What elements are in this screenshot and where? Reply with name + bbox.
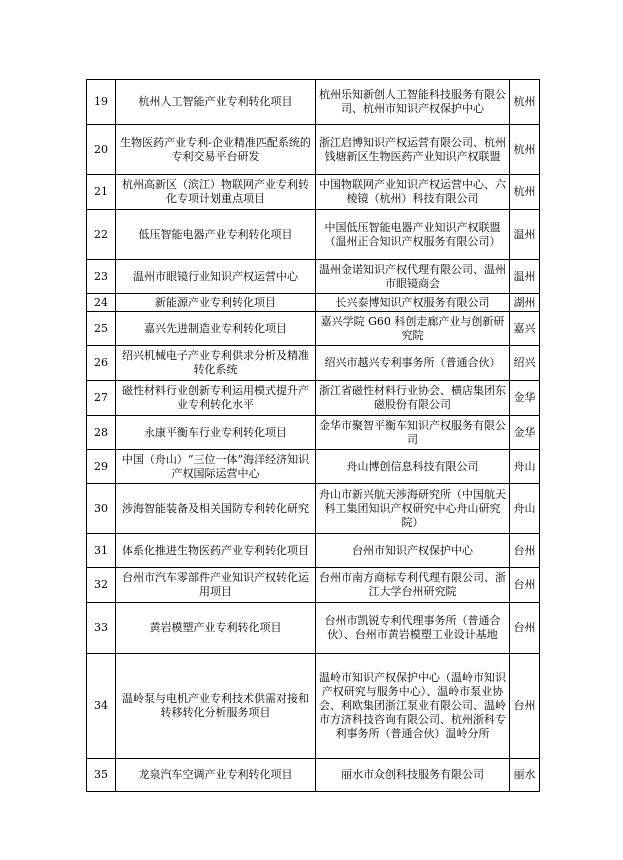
- row-number: 19: [87, 80, 116, 125]
- undertaking-unit: 中国物联网产业知识产权运营中心、六棱镜（杭州）科技有限公司: [316, 175, 510, 210]
- city: 台州: [510, 568, 540, 603]
- project-name: 台州市汽车零部件产业知识产权转化运用项目: [116, 568, 316, 603]
- undertaking-unit: 丽水市众创科技服务有限公司: [316, 759, 510, 792]
- project-name: 涉海智能装备及相关国防专利转化研究: [116, 484, 316, 534]
- city: 金华: [510, 416, 540, 450]
- undertaking-unit: 温州金诺知识产权代理有限公司、温州市眼镜商会: [316, 260, 510, 294]
- city: 杭州: [510, 175, 540, 210]
- project-name: 绍兴机械电子产业专利供求分析及精准转化系统: [116, 346, 316, 381]
- city: 绍兴: [510, 346, 540, 381]
- row-number: 26: [87, 346, 116, 381]
- row-number: 33: [87, 603, 116, 654]
- project-name: 温岭泵与电机产业专利技术供需对接和转移转化分析服务项目: [116, 654, 316, 759]
- table-row: [87, 416, 540, 450]
- row-number: 24: [87, 294, 116, 312]
- table-row: [87, 759, 540, 792]
- undertaking-unit: 中国低压智能电器产业知识产权联盟（温州正合知识产权服务有限公司）: [316, 210, 510, 260]
- table-row: [87, 125, 540, 175]
- project-name: 永康平衡车行业专利转化项目: [116, 416, 316, 450]
- table-row: [87, 210, 540, 260]
- undertaking-unit: 舟山市新兴航天涉海研究所（中国航天科工集团知识产权研究中心舟山研究院）: [316, 484, 510, 534]
- table-row: [87, 654, 540, 759]
- project-name: 生物医药产业专利-企业精准匹配系统的专利交易平台研发: [116, 125, 316, 175]
- city: 舟山: [510, 450, 540, 484]
- table-row: [87, 484, 540, 534]
- undertaking-unit: 台州市知识产权保护中心: [316, 534, 510, 568]
- table-row: [87, 312, 540, 346]
- city: 金华: [510, 381, 540, 416]
- project-table: [86, 79, 540, 792]
- row-number: 20: [87, 125, 116, 175]
- row-number: 32: [87, 568, 116, 603]
- table-row: [87, 534, 540, 568]
- row-number: 25: [87, 312, 116, 346]
- city: 嘉兴: [510, 312, 540, 346]
- table-row: [87, 175, 540, 210]
- table-row: [87, 80, 540, 125]
- row-number: 21: [87, 175, 116, 210]
- row-number: 23: [87, 260, 116, 294]
- city: 湖州: [510, 294, 540, 312]
- row-number: 34: [87, 654, 116, 759]
- table-row: [87, 260, 540, 294]
- city: 台州: [510, 603, 540, 654]
- project-name: 磁性材料行业创新专利运用模式提升产业专利转化水平: [116, 381, 316, 416]
- city: 温州: [510, 260, 540, 294]
- undertaking-unit: 嘉兴学院 G60 科创走廊产业与创新研究院: [316, 312, 510, 346]
- city: 温州: [510, 210, 540, 260]
- undertaking-unit: 绍兴市越兴专利事务所（普通合伙）: [316, 346, 510, 381]
- undertaking-unit: 舟山博创信息科技有限公司: [316, 450, 510, 484]
- table-row: [87, 294, 540, 312]
- city: 台州: [510, 534, 540, 568]
- project-name: 中国（舟山）“三位一体”海洋经济知识产权国际运营中心: [116, 450, 316, 484]
- table-row: [87, 381, 540, 416]
- table-row: [87, 346, 540, 381]
- undertaking-unit: 温岭市知识产权保护中心（温岭市知识产权研究与服务中心）、温岭市泵业协会、利欧集团浙江泵业有限公司、温岭市方济科技咨询有限公司、杭州浙科专利事务所（普通合伙）温岭分所: [316, 654, 510, 759]
- row-number: 22: [87, 210, 116, 260]
- row-number: 30: [87, 484, 116, 534]
- undertaking-unit: 浙江启博知识产权运营有限公司、杭州钱塘新区生物医药产业知识产权联盟: [316, 125, 510, 175]
- table-row: [87, 568, 540, 603]
- row-number: 35: [87, 759, 116, 792]
- row-number: 31: [87, 534, 116, 568]
- row-number: 27: [87, 381, 116, 416]
- project-name: 黄岩模塑产业专利转化项目: [116, 603, 316, 654]
- undertaking-unit: 长兴泰博知识产权服务有限公司: [316, 294, 510, 312]
- city: 杭州: [510, 80, 540, 125]
- table-row: [87, 450, 540, 484]
- city: 丽水: [510, 759, 540, 792]
- undertaking-unit: 浙江省磁性材料行业协会、横店集团东磁股份有限公司: [316, 381, 510, 416]
- project-name: 杭州高新区（滨江）物联网产业专利转化专项计划重点项目: [116, 175, 316, 210]
- project-name: 杭州人工智能产业专利转化项目: [116, 80, 316, 125]
- row-number: 28: [87, 416, 116, 450]
- city: 杭州: [510, 125, 540, 175]
- project-name: 龙泉汽车空调产业专利转化项目: [116, 759, 316, 792]
- city: 台州: [510, 654, 540, 759]
- project-name: 嘉兴先进制造业专利转化项目: [116, 312, 316, 346]
- undertaking-unit: 台州市凯锐专利代理事务所（普通合伙）、台州市黄岩模塑工业设计基地: [316, 603, 510, 654]
- table-row: [87, 603, 540, 654]
- row-number: 29: [87, 450, 116, 484]
- undertaking-unit: 金华市聚智平衡车知识产权服务有限公司: [316, 416, 510, 450]
- project-name: 新能源产业专利转化项目: [116, 294, 316, 312]
- city: 舟山: [510, 484, 540, 534]
- undertaking-unit: 杭州乐知新创人工智能科技服务有限公司、杭州市知识产权保护中心: [316, 80, 510, 125]
- project-name: 低压智能电器产业专利转化项目: [116, 210, 316, 260]
- project-name: 体系化推进生物医药产业专利转化项目: [116, 534, 316, 568]
- project-name: 温州市眼镜行业知识产权运营中心: [116, 260, 316, 294]
- undertaking-unit: 台州市南方商标专利代理有限公司、浙江大学台州研究院: [316, 568, 510, 603]
